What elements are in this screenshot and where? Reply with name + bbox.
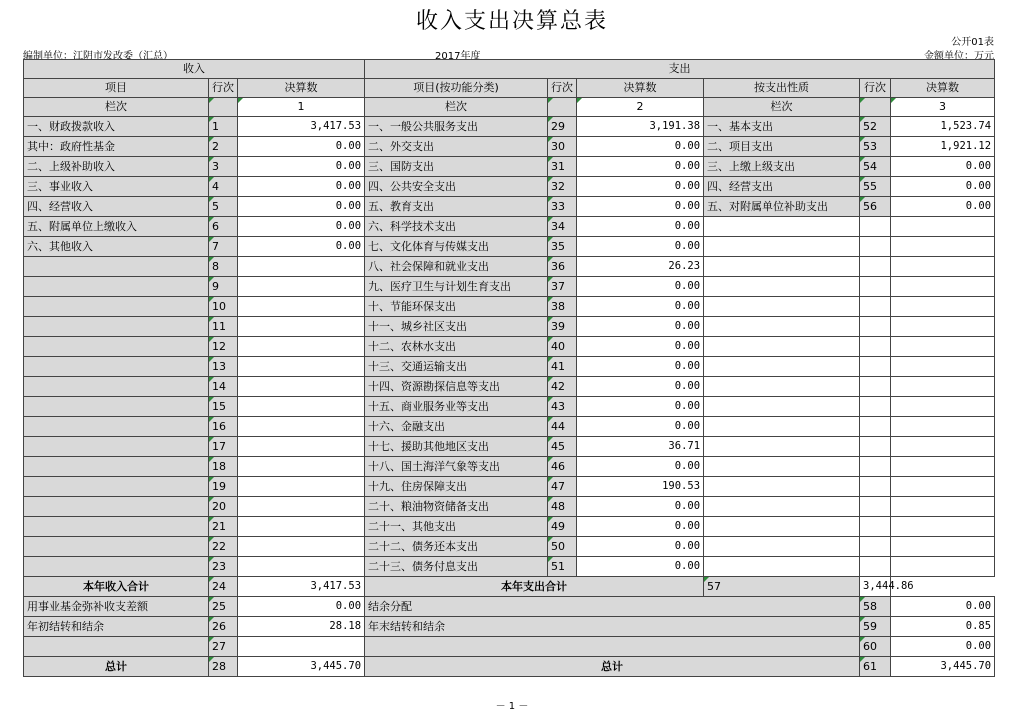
expense-func-line: 31 (548, 157, 577, 177)
expense-nature-item: 四、经营支出 (704, 177, 860, 197)
extra-line: 60 (860, 637, 891, 657)
expense-nature-line (860, 417, 891, 437)
expense-nature-item (704, 317, 860, 337)
expense-nature-amount (891, 257, 995, 277)
table-row (24, 237, 995, 257)
end-line: 59 (860, 617, 891, 637)
expense-func-amount: 190.53 (577, 477, 704, 497)
income-amount (238, 477, 365, 497)
blank-label (24, 637, 209, 657)
expense-func-line: 34 (548, 217, 577, 237)
fund-label: 用事业基金弥补收支差额 (24, 597, 209, 617)
income-item (24, 417, 209, 437)
col-amount: 决算数 (577, 79, 704, 98)
income-item: 三、事业收入 (24, 177, 209, 197)
expense-nature-amount (891, 297, 995, 317)
income-line: 15 (209, 397, 238, 417)
expense-nature-line: 52 (860, 117, 891, 137)
expense-func-item: 三、国防支出 (365, 157, 548, 177)
expense-func-amount: 0.00 (577, 357, 704, 377)
income-line: 3 (209, 157, 238, 177)
col-line: 行次 (209, 79, 238, 98)
table-row (24, 297, 995, 317)
expense-nature-line (860, 377, 891, 397)
expense-func-line: 47 (548, 477, 577, 497)
expense-nature-item (704, 277, 860, 297)
income-amount (238, 257, 365, 277)
income-amount (238, 557, 365, 577)
expense-func-line: 43 (548, 397, 577, 417)
expense-nature-amount (891, 497, 995, 517)
income-total-line: 24 (209, 577, 238, 597)
income-amount (238, 297, 365, 317)
expense-nature-amount (891, 357, 995, 377)
income-line: 2 (209, 137, 238, 157)
income-amount: 0.00 (238, 177, 365, 197)
table-row (24, 397, 995, 417)
expense-func-item: 十、节能环保支出 (365, 297, 548, 317)
expense-func-amount: 0.00 (577, 397, 704, 417)
col-line: 行次 (548, 79, 577, 98)
expense-nature-line (860, 277, 891, 297)
income-amount (238, 537, 365, 557)
income-line: 10 (209, 297, 238, 317)
column-row-1: 1 (238, 98, 365, 117)
expense-nature-line: 56 (860, 197, 891, 217)
income-line: 14 (209, 377, 238, 397)
table-row (24, 277, 995, 297)
expense-func-amount: 0.00 (577, 337, 704, 357)
grand-total-line-right: 61 (860, 657, 891, 677)
column-row-label: 栏次 (704, 98, 860, 117)
income-line: 5 (209, 197, 238, 217)
income-item (24, 257, 209, 277)
income-amount: 0.00 (238, 137, 365, 157)
expense-func-amount: 0.00 (577, 537, 704, 557)
income-line: 21 (209, 517, 238, 537)
table-row (24, 477, 995, 497)
begin-value: 28.18 (238, 617, 365, 637)
income-amount (238, 517, 365, 537)
table-row (24, 217, 995, 237)
expense-nature-item (704, 257, 860, 277)
expense-func-line: 40 (548, 337, 577, 357)
income-line: 7 (209, 237, 238, 257)
income-line: 22 (209, 537, 238, 557)
expense-func-item: 一、一般公共服务支出 (365, 117, 548, 137)
expense-func-item: 十三、交通运输支出 (365, 357, 548, 377)
table-row (24, 417, 995, 437)
expense-nature-line (860, 257, 891, 277)
expense-func-line: 50 (548, 537, 577, 557)
expense-nature-amount (891, 517, 995, 537)
column-row-blank (209, 98, 238, 117)
income-line: 19 (209, 477, 238, 497)
expense-nature-item (704, 397, 860, 417)
table-row (24, 377, 995, 397)
expense-func-amount: 0.00 (577, 377, 704, 397)
report-year: 2017年度 (435, 51, 481, 62)
expense-func-item: 十八、国土海洋气象等支出 (365, 457, 548, 477)
income-line: 12 (209, 337, 238, 357)
begin-line: 26 (209, 617, 238, 637)
summary-table (23, 59, 995, 677)
expense-total-label: 本年支出合计 (365, 577, 704, 597)
income-amount (238, 417, 365, 437)
expense-func-item: 七、文化体育与传媒支出 (365, 237, 548, 257)
expense-func-line: 37 (548, 277, 577, 297)
income-line: 9 (209, 277, 238, 297)
expense-func-item: 六、科学技术支出 (365, 217, 548, 237)
expense-func-line: 45 (548, 437, 577, 457)
expense-nature-amount (891, 317, 995, 337)
income-amount (238, 357, 365, 377)
expense-func-line: 39 (548, 317, 577, 337)
expense-nature-item (704, 477, 860, 497)
income-item (24, 357, 209, 377)
expense-nature-line (860, 457, 891, 477)
income-line: 6 (209, 217, 238, 237)
expense-nature-amount (891, 277, 995, 297)
expense-nature-item (704, 437, 860, 457)
expense-func-item: 十五、商业服务业等支出 (365, 397, 548, 417)
income-line: 17 (209, 437, 238, 457)
expense-func-item: 十六、金融支出 (365, 417, 548, 437)
income-item: 二、上级补助收入 (24, 157, 209, 177)
report-title: 收入支出决算总表 (415, 9, 608, 34)
expense-nature-amount: 1,523.74 (891, 117, 995, 137)
expense-func-amount: 0.00 (577, 557, 704, 577)
expense-func-line: 46 (548, 457, 577, 477)
expense-func-item: 二十二、债务还本支出 (365, 537, 548, 557)
expense-func-amount: 0.00 (577, 297, 704, 317)
expense-func-line: 32 (548, 177, 577, 197)
income-line: 16 (209, 417, 238, 437)
blank-line: 27 (209, 637, 238, 657)
expense-nature-amount (891, 477, 995, 497)
income-item: 一、财政拨款收入 (24, 117, 209, 137)
expense-nature-line (860, 397, 891, 417)
expense-func-line: 49 (548, 517, 577, 537)
expense-func-item: 十七、援助其他地区支出 (365, 437, 548, 457)
expense-func-amount: 0.00 (577, 317, 704, 337)
expense-nature-line (860, 217, 891, 237)
expense-func-amount: 0.00 (577, 197, 704, 217)
income-item (24, 497, 209, 517)
grand-total-label: 总计 (24, 657, 209, 677)
income-amount: 0.00 (238, 157, 365, 177)
expense-nature-amount (891, 457, 995, 477)
expense-func-item: 十一、城乡社区支出 (365, 317, 548, 337)
expense-nature-amount (891, 557, 995, 577)
table-row (24, 357, 995, 377)
income-amount (238, 397, 365, 417)
expense-nature-item (704, 297, 860, 317)
expense-func-amount: 26.23 (577, 257, 704, 277)
income-amount (238, 457, 365, 477)
expense-func-item: 九、医疗卫生与计划生育支出 (365, 277, 548, 297)
income-item (24, 517, 209, 537)
grand-total-label-right: 总计 (365, 657, 860, 677)
expense-nature-amount (891, 437, 995, 457)
table-row (24, 317, 995, 337)
expense-func-amount: 0.00 (577, 497, 704, 517)
expense-func-line: 35 (548, 237, 577, 257)
income-item (24, 397, 209, 417)
expense-nature-item: 三、上缴上级支出 (704, 157, 860, 177)
expense-nature-line (860, 237, 891, 257)
expense-nature-amount: 0.00 (891, 197, 995, 217)
income-amount: 0.00 (238, 217, 365, 237)
expense-func-amount: 0.00 (577, 177, 704, 197)
expense-nature-item (704, 217, 860, 237)
expense-nature-line (860, 317, 891, 337)
income-item (24, 317, 209, 337)
expense-total: 3,444.86 (860, 577, 891, 597)
expense-nature-line (860, 297, 891, 317)
expense-nature-item (704, 357, 860, 377)
table-row (24, 257, 995, 277)
begin-label: 年初结转和结余 (24, 617, 209, 637)
income-amount (238, 277, 365, 297)
expense-func-amount: 0.00 (577, 517, 704, 537)
expense-nature-line (860, 477, 891, 497)
grand-total-line-left: 28 (209, 657, 238, 677)
expense-func-line: 38 (548, 297, 577, 317)
end-label: 年末结转和结余 (365, 617, 860, 637)
expense-func-line: 48 (548, 497, 577, 517)
expense-func-item: 十四、资源勘探信息等支出 (365, 377, 548, 397)
expense-nature-item (704, 537, 860, 557)
income-amount (238, 437, 365, 457)
income-line: 23 (209, 557, 238, 577)
expense-nature-amount (891, 537, 995, 557)
income-item (24, 477, 209, 497)
expense-func-line: 41 (548, 357, 577, 377)
income-header: 收入 (24, 60, 365, 79)
expense-func-item: 十九、住房保障支出 (365, 477, 548, 497)
column-row-blank (860, 98, 891, 117)
blank-value (238, 637, 365, 657)
income-amount (238, 497, 365, 517)
income-total-label: 本年收入合计 (24, 577, 209, 597)
fund-value: 0.00 (238, 597, 365, 617)
expense-func-amount: 0.00 (577, 277, 704, 297)
expense-nature-item (704, 417, 860, 437)
money-unit: 金额单位：万元 (924, 51, 994, 62)
extra-value: 0.00 (891, 637, 995, 657)
fund-line: 25 (209, 597, 238, 617)
income-amount (238, 337, 365, 357)
expense-nature-item: 二、项目支出 (704, 137, 860, 157)
expense-func-item: 八、社会保障和就业支出 (365, 257, 548, 277)
table-row (24, 517, 995, 537)
expense-func-item: 四、公共安全支出 (365, 177, 548, 197)
expense-nature-item (704, 237, 860, 257)
income-item: 其中：政府性基金 (24, 137, 209, 157)
expense-nature-item (704, 337, 860, 357)
table-row (24, 197, 995, 217)
expense-func-line: 51 (548, 557, 577, 577)
income-line: 1 (209, 117, 238, 137)
table-row (24, 157, 995, 177)
table-row (24, 117, 995, 137)
table-row (24, 137, 995, 157)
table-row (24, 537, 995, 557)
unit-label: 编制单位：江阴市发改委（汇总） (23, 51, 173, 62)
income-total: 3,417.53 (238, 577, 365, 597)
expense-nature-line: 54 (860, 157, 891, 177)
expense-nature-item: 五、对附属单位补助支出 (704, 197, 860, 217)
end-value: 0.85 (891, 617, 995, 637)
surplus-line: 58 (860, 597, 891, 617)
expense-func-line: 42 (548, 377, 577, 397)
expense-func-line: 36 (548, 257, 577, 277)
expense-nature-line (860, 497, 891, 517)
expense-func-amount: 0.00 (577, 237, 704, 257)
expense-nature-line (860, 557, 891, 577)
expense-nature-line (860, 337, 891, 357)
expense-func-amount: 3,191.38 (577, 117, 704, 137)
expense-func-amount: 0.00 (577, 457, 704, 477)
column-row-blank (548, 98, 577, 117)
grand-total-right: 3,445.70 (891, 657, 995, 677)
expense-nature-line (860, 437, 891, 457)
expense-func-amount: 0.00 (577, 137, 704, 157)
col-item-func: 项目(按功能分类) (365, 79, 548, 98)
income-item (24, 377, 209, 397)
form-code: 公开01表 (951, 37, 994, 48)
table-row (24, 557, 995, 577)
expense-func-line: 29 (548, 117, 577, 137)
expense-func-item: 二十、粮油物资储备支出 (365, 497, 548, 517)
col-item: 项目 (24, 79, 209, 98)
income-item (24, 297, 209, 317)
expense-func-line: 33 (548, 197, 577, 217)
column-row-label: 栏次 (24, 98, 209, 117)
income-amount (238, 317, 365, 337)
expense-func-item: 二、外交支出 (365, 137, 548, 157)
income-line: 4 (209, 177, 238, 197)
income-line: 8 (209, 257, 238, 277)
expense-nature-amount: 0.00 (891, 177, 995, 197)
income-item (24, 437, 209, 457)
income-line: 13 (209, 357, 238, 377)
surplus-value: 0.00 (891, 597, 995, 617)
col-nature: 按支出性质 (704, 79, 860, 98)
expense-nature-amount (891, 337, 995, 357)
surplus-label: 结余分配 (365, 597, 860, 617)
column-row-label: 栏次 (365, 98, 548, 117)
expense-nature-item (704, 497, 860, 517)
expense-nature-item (704, 377, 860, 397)
extra-label (365, 637, 860, 657)
income-item (24, 457, 209, 477)
expense-nature-amount (891, 417, 995, 437)
income-item (24, 277, 209, 297)
expense-func-item: 二十三、债务付息支出 (365, 557, 548, 577)
expense-nature-item: 一、基本支出 (704, 117, 860, 137)
expense-nature-line: 55 (860, 177, 891, 197)
expense-nature-amount (891, 377, 995, 397)
grand-total-left: 3,445.70 (238, 657, 365, 677)
income-item (24, 337, 209, 357)
expense-nature-amount: 0.00 (891, 157, 995, 177)
expense-nature-line (860, 357, 891, 377)
income-item: 四、经营收入 (24, 197, 209, 217)
expense-nature-amount: 1,921.12 (891, 137, 995, 157)
income-line: 11 (209, 317, 238, 337)
income-item: 五、附属单位上缴收入 (24, 217, 209, 237)
expense-func-amount: 36.71 (577, 437, 704, 457)
expense-nature-line (860, 517, 891, 537)
page-number: － 1 － (495, 701, 529, 712)
income-amount: 3,417.53 (238, 117, 365, 137)
expense-nature-amount (891, 397, 995, 417)
table-row (24, 177, 995, 197)
expense-total-line: 57 (704, 577, 860, 597)
income-line: 20 (209, 497, 238, 517)
expense-func-amount: 0.00 (577, 217, 704, 237)
table-row (24, 457, 995, 477)
expense-nature-item (704, 457, 860, 477)
expense-header: 支出 (365, 60, 995, 79)
expense-func-line: 30 (548, 137, 577, 157)
expense-func-item: 五、教育支出 (365, 197, 548, 217)
income-amount: 0.00 (238, 237, 365, 257)
col-amount: 决算数 (238, 79, 365, 98)
column-row-2: 2 (577, 98, 704, 117)
expense-nature-line (860, 537, 891, 557)
income-item: 六、其他收入 (24, 237, 209, 257)
table-row (24, 497, 995, 517)
expense-nature-line: 53 (860, 137, 891, 157)
col-line: 行次 (860, 79, 891, 98)
expense-func-amount: 0.00 (577, 157, 704, 177)
table-row (24, 437, 995, 457)
col-amount: 决算数 (891, 79, 995, 98)
expense-func-amount: 0.00 (577, 417, 704, 437)
expense-nature-item (704, 517, 860, 537)
income-line: 18 (209, 457, 238, 477)
income-item (24, 537, 209, 557)
expense-nature-item (704, 557, 860, 577)
expense-nature-amount (891, 217, 995, 237)
income-amount (238, 377, 365, 397)
income-item (24, 557, 209, 577)
expense-nature-amount (891, 237, 995, 257)
expense-func-line: 44 (548, 417, 577, 437)
expense-func-item: 十二、农林水支出 (365, 337, 548, 357)
column-row-3: 3 (891, 98, 995, 117)
expense-func-item: 二十一、其他支出 (365, 517, 548, 537)
table-row (24, 337, 995, 357)
income-amount: 0.00 (238, 197, 365, 217)
